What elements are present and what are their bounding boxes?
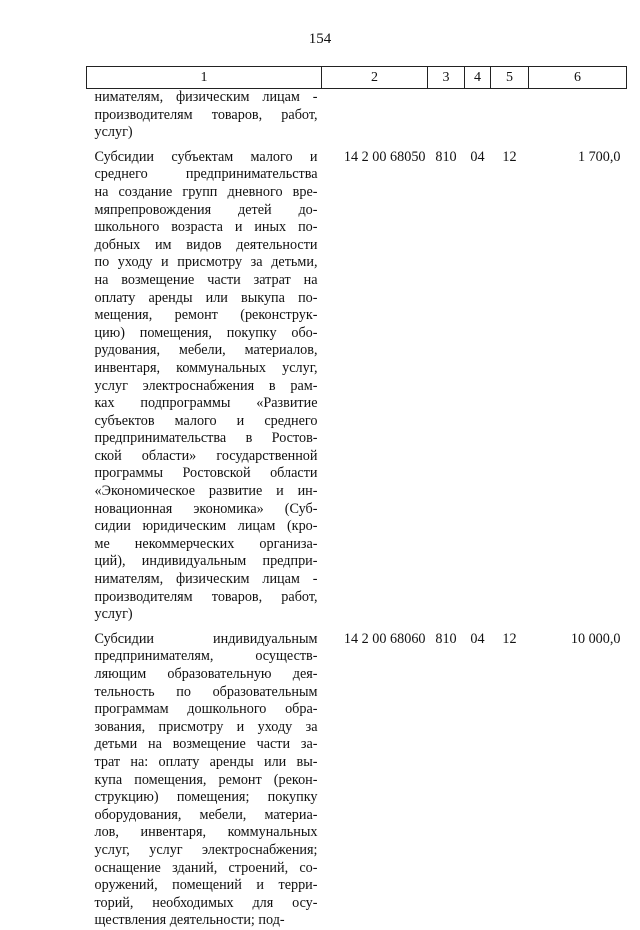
name-line: оборудования, мебели, материа- [94, 806, 318, 823]
name-line: тельность по образовательным [94, 683, 318, 700]
name-line: лов, инвентаря, коммунальных [94, 824, 318, 841]
name-line: по уходу и присмотру за детьми, [94, 254, 318, 271]
table-row [87, 149, 627, 624]
name-line: Субсидии индивидуальным [94, 630, 318, 647]
header-col-5: 5 [491, 67, 529, 89]
cell-name [87, 631, 322, 930]
cell-rz [465, 89, 491, 142]
cell-csr: 14 2 00 68050 [343, 148, 426, 165]
row-spacer [87, 142, 627, 149]
name-line: нимателям, физическим лицам - [94, 571, 318, 588]
name-line: оснащение зданий, строений, со- [94, 859, 318, 876]
name-line: нимателям, физическим лицам - [94, 89, 318, 105]
table-row [87, 89, 627, 142]
name-line: оружений, помещений и терри- [94, 877, 318, 894]
cell-name [87, 89, 322, 142]
name-line: цию) помещения, покупку обо- [94, 324, 318, 341]
name-line: «Экономическое развитие и ин- [94, 483, 318, 500]
header-col-2: 2 [322, 67, 428, 89]
name-line: производителям товаров, работ, [94, 588, 318, 605]
cell-rz: 04 [470, 630, 485, 647]
name-line: программам дошкольного обра- [94, 701, 318, 718]
cell-csr [322, 89, 428, 142]
name-line: производителям товаров, работ, [94, 106, 318, 123]
header-col-6: 6 [529, 67, 627, 89]
name-line: добных им видов деятельности [94, 236, 318, 253]
row-spacer-cell [87, 142, 627, 149]
cell-vr: 810 [435, 630, 457, 647]
name-line: предпринимателям, осуществ- [94, 648, 318, 665]
table-body [87, 89, 627, 930]
name-line: ций), индивидуальным предпри- [94, 553, 318, 570]
name-line: на создание групп дневного вре- [94, 183, 318, 200]
cell-pr: 12 [502, 630, 517, 647]
cell-rz: 04 [470, 148, 485, 165]
name-line: ляющим образовательную дея- [94, 666, 318, 682]
name-line: ме некоммерческих организа- [94, 535, 318, 552]
name-line: мещения, ремонт (реконструк- [94, 307, 318, 324]
name-line: струкцию) помещения; покупку [94, 789, 318, 806]
name-line: детьми на возмещение части за- [94, 736, 318, 753]
row-spacer-cell [87, 624, 627, 631]
cell-pr [491, 89, 529, 142]
name-line: инвентаря, коммунальных услуг, [94, 359, 318, 376]
name-line: услуг, услуг электроснабжения; [94, 841, 318, 858]
header-col-1: 1 [87, 67, 322, 89]
cell-sum [529, 89, 627, 142]
row-spacer [87, 624, 627, 631]
cell-vr: 810 [435, 148, 457, 165]
budget-table [86, 66, 627, 930]
cell-sum: 1 700,0 [577, 148, 621, 165]
table-header-row [87, 67, 627, 89]
header-col-3: 3 [428, 67, 465, 89]
name-line: услуг) [94, 124, 133, 141]
name-line: мяпрепровождения детей до- [94, 201, 318, 218]
name-line: субъектов малого и среднего [94, 412, 318, 429]
name-line: программы Ростовской области [94, 465, 318, 482]
name-line: зования, присмотру и уходу за [94, 718, 318, 735]
name-line: новационная экономика» (Суб- [94, 500, 318, 517]
table-row [87, 631, 627, 930]
header-col-4: 4 [465, 67, 491, 89]
name-line: сидии юридическим лицам (кро- [94, 518, 318, 535]
name-line: торий, необходимых для осу- [94, 894, 318, 911]
cell-name [87, 149, 322, 624]
name-line: рудования, мебели, материалов, [94, 342, 318, 359]
name-line: на возмещение части затрат на [94, 271, 318, 288]
name-line: школьного возраста и иных по- [94, 219, 318, 236]
name-line: ках подпрограммы «Развитие [94, 395, 318, 412]
name-line: предпринимательства в Ростов- [94, 430, 318, 447]
name-line: ществления деятельности; под- [94, 912, 285, 929]
name-line: ской области» государственной [94, 447, 318, 464]
cell-pr: 12 [502, 148, 517, 165]
name-line: купа помещения, ремонт (рекон- [94, 771, 318, 788]
name-line: оплату аренды или выкупа по- [94, 289, 318, 306]
page-number: 154 [308, 31, 332, 47]
name-line: услуг электроснабжения в рам- [94, 377, 318, 394]
name-line: трат на: оплату аренды или вы- [94, 753, 318, 770]
name-line: услуг) [94, 606, 133, 623]
cell-vr [428, 89, 465, 142]
name-line: среднего предпринимательства [94, 166, 318, 183]
cell-sum: 10 000,0 [570, 630, 621, 647]
cell-csr: 14 2 00 68060 [343, 630, 426, 647]
name-line: Субсидии субъектам малого и [94, 148, 318, 165]
